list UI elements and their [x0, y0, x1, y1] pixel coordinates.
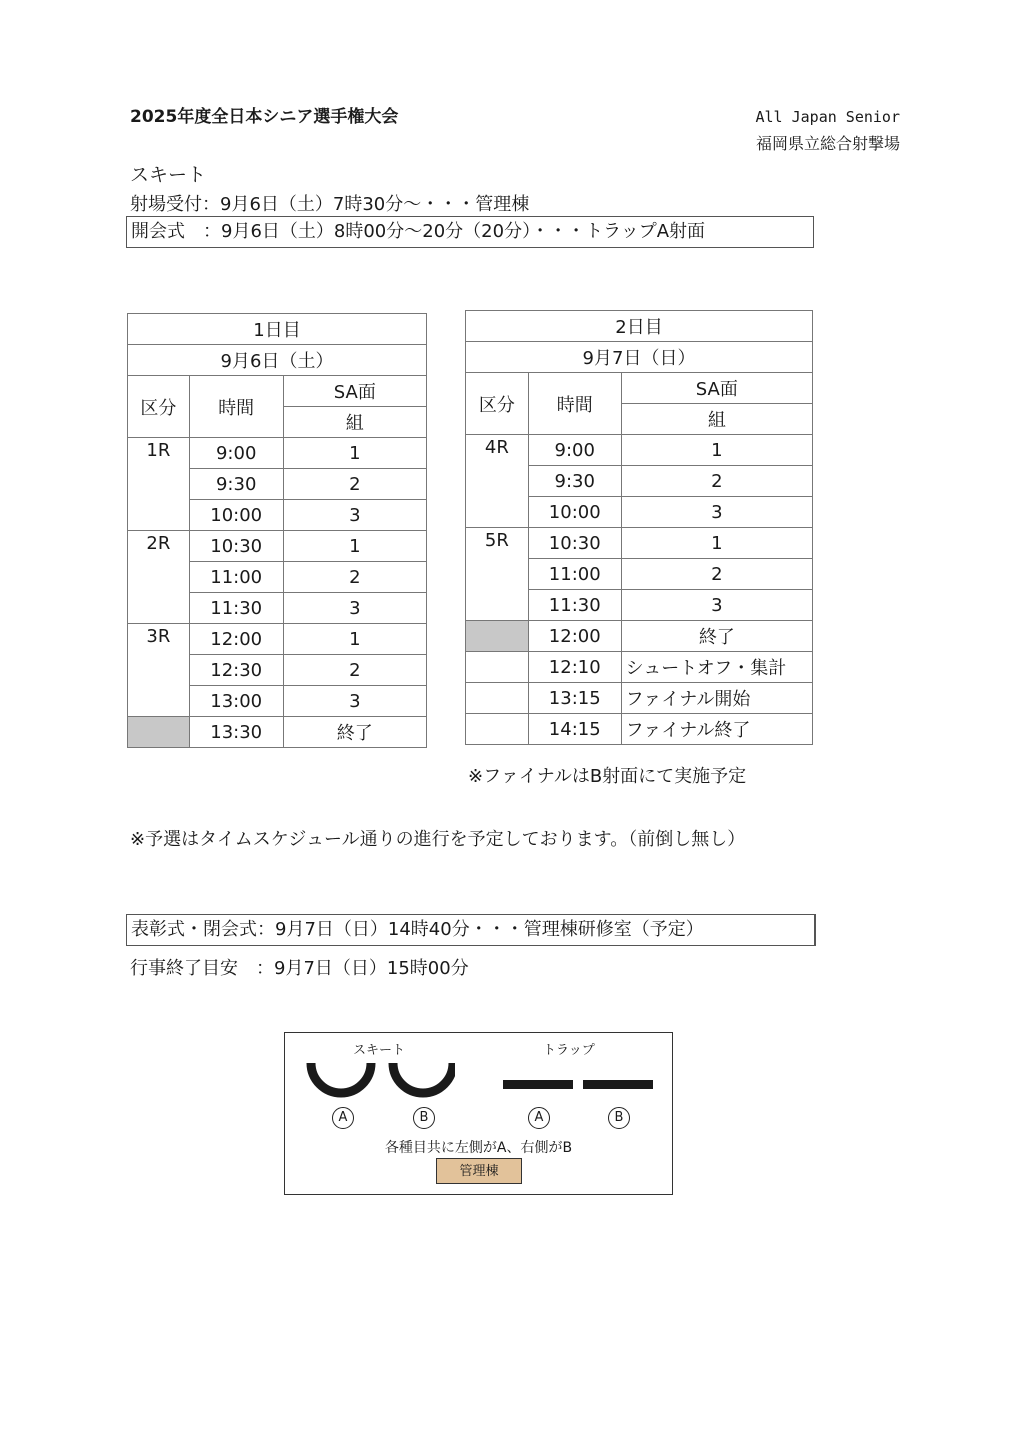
time-cell: 10:00 — [189, 500, 283, 531]
time-cell: 14:15 — [528, 714, 621, 745]
group-cell: 1 — [283, 438, 426, 469]
group-cell: 2 — [283, 562, 426, 593]
group-cell: 終了 — [621, 621, 812, 652]
round-cell: 2R — [128, 531, 190, 624]
header-kumi: 組 — [283, 407, 426, 438]
group-cell: 3 — [283, 686, 426, 717]
trap-label: トラップ — [543, 1043, 595, 1058]
event-name: スキート — [130, 164, 207, 186]
group-cell: 3 — [283, 500, 426, 531]
diagram-caption: 各種目共に左側がA、右側がB — [384, 1140, 573, 1156]
time-cell: 12:00 — [189, 624, 283, 655]
header-sa: SA面 — [283, 376, 426, 407]
reception-line: 射場受付：9月6日（土）7時30分～・・・管理棟 — [130, 194, 530, 215]
group-cell: 3 — [283, 593, 426, 624]
header-kubun: 区分 — [466, 373, 529, 435]
empty-round-cell — [466, 652, 529, 683]
date-label: 9月6日（土） — [128, 345, 427, 376]
management-building-label: 管理棟 — [436, 1158, 522, 1184]
time-cell: 12:00 — [528, 621, 621, 652]
time-cell: 13:30 — [189, 717, 283, 748]
header-kumi: 組 — [621, 404, 812, 435]
subtitle-english: All Japan Senior — [755, 108, 900, 126]
skeet-b-marker: B — [413, 1107, 435, 1129]
opening-ceremony-line: 開会式 ：9月6日（土）8時00分～20分（20分）・・・トラップA射面 — [126, 216, 814, 248]
venue-name: 福岡県立総合射撃場 — [755, 134, 900, 153]
empty-round-cell — [128, 717, 190, 748]
header-jikan: 時間 — [528, 373, 621, 435]
empty-round-cell — [466, 714, 529, 745]
header-sa: SA面 — [621, 373, 812, 404]
group-cell: 1 — [621, 528, 812, 559]
time-cell: 13:15 — [528, 683, 621, 714]
skeet-field-icons — [305, 1061, 455, 1101]
group-cell: 3 — [621, 497, 812, 528]
group-cell: 1 — [621, 435, 812, 466]
time-cell: 9:00 — [528, 435, 621, 466]
group-cell: 2 — [621, 466, 812, 497]
skeet-label: スキート — [353, 1043, 406, 1058]
trap-b-marker: B — [608, 1107, 630, 1129]
round-cell: 3R — [128, 624, 190, 717]
time-cell: 13:00 — [189, 686, 283, 717]
trap-field-a-icon — [503, 1080, 573, 1089]
time-cell: 10:30 — [189, 531, 283, 562]
group-cell: 2 — [283, 655, 426, 686]
time-cell: 9:00 — [189, 438, 283, 469]
time-cell: 11:00 — [189, 562, 283, 593]
day-label: 1日目 — [128, 314, 427, 345]
empty-round-cell — [466, 621, 529, 652]
time-cell: 10:30 — [528, 528, 621, 559]
time-cell: 9:30 — [528, 466, 621, 497]
time-cell: 12:10 — [528, 652, 621, 683]
day-label: 2日目 — [466, 311, 813, 342]
group-cell: 1 — [283, 531, 426, 562]
group-cell: 2 — [283, 469, 426, 500]
day2-schedule-table — [465, 310, 813, 745]
time-cell: 11:30 — [528, 590, 621, 621]
page-title: 2025年度全日本シニア選手権大会 — [130, 107, 399, 127]
trap-field-b-icon — [583, 1080, 653, 1089]
skeet-a-marker: A — [332, 1107, 354, 1129]
group-cell: 3 — [621, 590, 812, 621]
day1-schedule-table — [127, 313, 427, 748]
closing-ceremony-line: 表彰式・閉会式：9月7日（日）14時40分・・・管理棟研修室（予定） — [126, 914, 816, 946]
group-cell: 2 — [621, 559, 812, 590]
group-cell: ファイナル開始 — [621, 683, 812, 714]
header-jikan: 時間 — [189, 376, 283, 438]
round-cell: 4R — [466, 435, 529, 528]
trap-a-marker: A — [528, 1107, 550, 1129]
empty-round-cell — [466, 683, 529, 714]
round-cell: 5R — [466, 528, 529, 621]
time-cell: 11:00 — [528, 559, 621, 590]
time-cell: 12:30 — [189, 655, 283, 686]
prelim-note: ※予選はタイムスケジュール通りの進行を予定しております。（前倒し無し） — [130, 829, 746, 850]
time-cell: 10:00 — [528, 497, 621, 528]
group-cell: 1 — [283, 624, 426, 655]
skeet-field-a-icon — [311, 1063, 371, 1093]
round-cell: 1R — [128, 438, 190, 531]
date-label: 9月7日（日） — [466, 342, 813, 373]
time-cell: 9:30 — [189, 469, 283, 500]
time-cell: 11:30 — [189, 593, 283, 624]
header-kubun: 区分 — [128, 376, 190, 438]
event-end-line: 行事終了目安 ：9月7日（日）15時00分 — [130, 958, 469, 979]
group-cell: 終了 — [283, 717, 426, 748]
final-note: ※ファイナルはB射面にて実施予定 — [468, 766, 747, 787]
group-cell: ファイナル終了 — [621, 714, 812, 745]
group-cell: シュートオフ・集計 — [621, 652, 812, 683]
skeet-field-b-icon — [393, 1063, 453, 1093]
